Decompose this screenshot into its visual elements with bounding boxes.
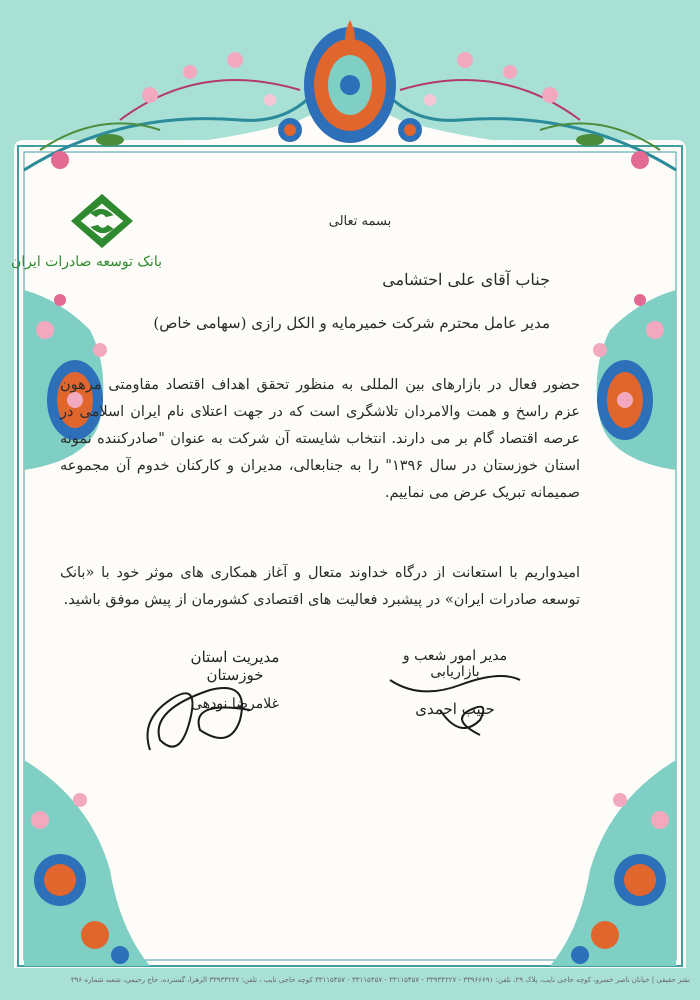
invocation: بسمه تعالی (328, 214, 392, 229)
bank-name: بانک توسعه صادرات ایران (11, 254, 162, 270)
left-signature-scribble (130, 660, 270, 770)
right-signatory-name: حبیب احمدی (415, 700, 495, 718)
body-paragraph-1: حضور فعال در بازارهای بین المللی به منظور تحقق اهداف اقتصاد مقاومتی مرهون عزم راسخ و همت والامردان تلاشگری است که در جهت اعتلای نام ایران اسلامی در عرصه اقتصاد گام بر می دارند. انتخاب شایسته آن شرکت به عنوان "صادرکننده نمونه استان خوزستان در سال ۱۳۹۶" را به جنابعالی، مدیران و کارکنان خدوم آن مجموعه صمیمانه تبریک عرض می نماییم. (60, 377, 580, 501)
bank-logo-icon (63, 190, 141, 252)
recipient-name: جناب آقای علی احتشامی (382, 270, 550, 289)
recipient-title: مدیر عامل محترم شرکت خمیرمایه و الکل رازی (سهامی خاص) (153, 314, 550, 332)
right-signature-scribble (380, 640, 540, 750)
body-paragraph-2: امیدواریم با استعانت از درگاه خداوند متعال و آغاز همکاری های موثر خود با «بانک توسعه صادرات ایران» در پیشبرد فعالیت های اقتصادی کشورمان از پیش موفق باشید. (60, 565, 580, 608)
right-signatory-title: مدیر امور شعب و بازاریابی (402, 648, 508, 680)
left-signatory-name: غلامرضا نودهی (191, 696, 279, 712)
bank-logo (11, 190, 162, 270)
left-signatory-title: مدیریت استان خوزستان (190, 648, 280, 684)
footer-address: نشر حقیقی | خیابان ناصر خسرو، کوچه حاجی نایب، پلاک ۲۹، تلفن: ۳۳۹۶۶۶۹۱ - ۳۳۹۳۴۲۲۷ - ۳۳۱۱۵۴۵۷ - ۳۳۱۱۵۴۵۷ - ۳۳۱۱۵۴۵۷ کوچه حاجی نایب ، تلفن: ۳۳۹۳۴۲۲۷ الزهرا، گسترده، حاج رحیمی، شعبه شماره ۳۹۶ (70, 976, 690, 984)
